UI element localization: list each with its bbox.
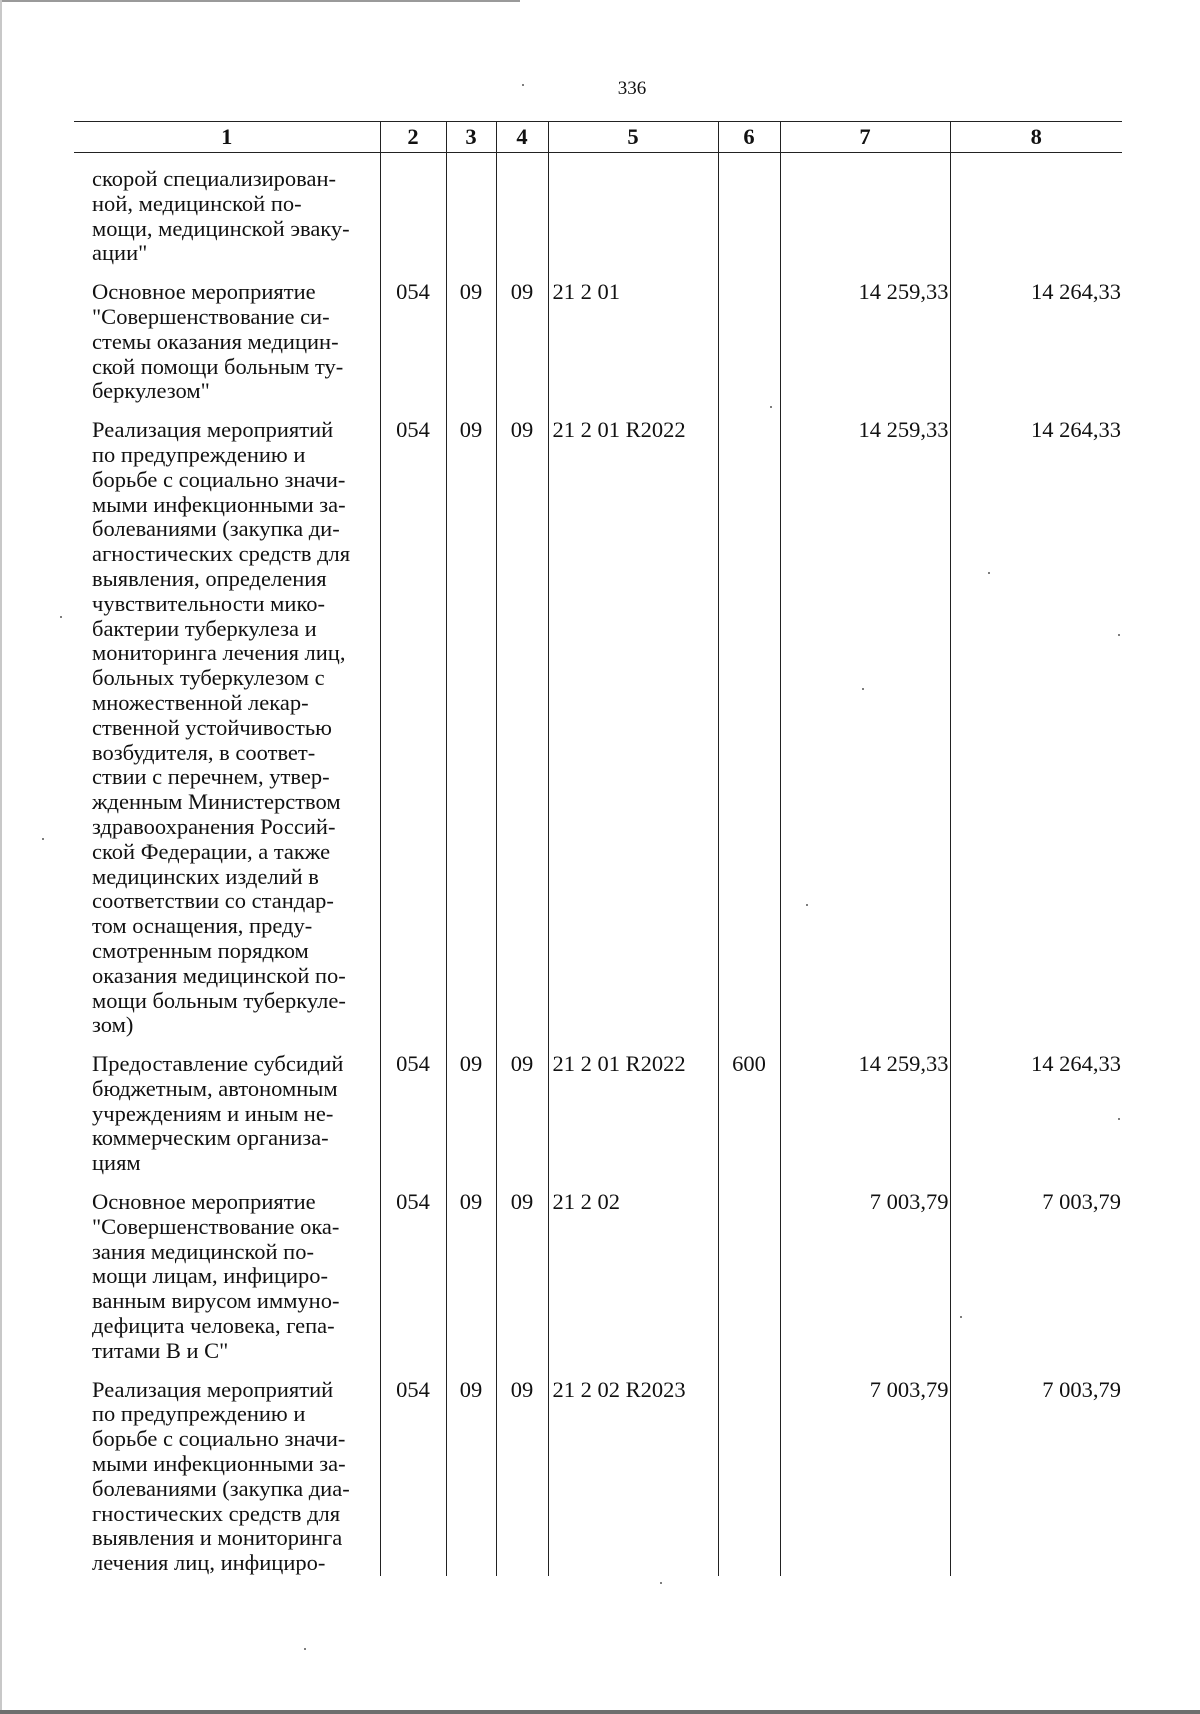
scan-speck [522, 84, 524, 86]
cell-ministry: 054 [380, 1378, 446, 1576]
scan-speck [862, 688, 864, 690]
column-header: 4 [496, 122, 548, 153]
cell-expense-type [718, 1190, 780, 1364]
cell-ministry [380, 167, 446, 266]
cell-section: 09 [446, 1190, 496, 1364]
cell-amount-year1: 7 003,79 [780, 1378, 950, 1576]
cell-amount-year1: 7 003,79 [780, 1190, 950, 1364]
scan-speck [1118, 634, 1120, 636]
budget-table [74, 121, 1122, 1576]
table-row [74, 418, 1122, 1038]
row-name: Реализация мероприятий по предупреждению и борьбе с социально значи- мыми инфекционными за- болеваниями (закупка ди- агностических средств для выявления, определения чувствительности мико- бактерии туберкулеза и мониторинга лечения лиц, больных туберкулезом с множественной лекар- ственной устойчивостью возбудителя, в соответ- ствии с перечнем, утвер- жденным Министерством здравоохранения Россий- ской Федерации, а также медицинских изделий в соответствии со стандар- том оснащения, преду- смотренным порядком оказания медицинской по- мощи больным туберкуле- зом) [92, 417, 351, 1038]
cell-expense-type [718, 1378, 780, 1576]
scan-speck [304, 1648, 306, 1650]
table-row [74, 1052, 1122, 1176]
table-row [74, 1190, 1122, 1364]
cell-target-code: 21 2 02 [548, 1190, 718, 1364]
cell-ministry: 054 [380, 418, 446, 1038]
cell-subsection: 09 [496, 1190, 548, 1364]
cell-amount-year2: 14 264,33 [950, 280, 1122, 404]
cell-amount-year2: 7 003,79 [950, 1190, 1122, 1364]
scan-speck [660, 1582, 662, 1584]
cell-subsection: 09 [496, 280, 548, 404]
scan-speck [960, 1316, 962, 1318]
cell-target-code [548, 167, 718, 266]
table-spacer [74, 1364, 1122, 1378]
cell-subsection [496, 167, 548, 266]
cell-amount-year1: 14 259,33 [780, 280, 950, 404]
table-spacer [74, 1038, 1122, 1052]
cell-expense-type [718, 418, 780, 1038]
scan-speck [1118, 1118, 1120, 1120]
cell-amount-year2: 7 003,79 [950, 1378, 1122, 1576]
cell-target-code: 21 2 01 R2022 [548, 418, 718, 1038]
table-row [74, 1378, 1122, 1576]
row-name: Предоставление субсидий бюджетным, автономным учреждениям и иным не- коммерческим организа- циям [92, 1051, 344, 1176]
row-name: скорой специализирован- ной, медицинской по- мощи, медицинской эваку- ации" [92, 166, 350, 266]
cell-expense-type: 600 [718, 1052, 780, 1176]
column-header: 5 [548, 122, 718, 153]
scan-speck [806, 904, 808, 906]
column-header: 1 [74, 122, 380, 153]
cell-amount-year1: 14 259,33 [780, 418, 950, 1038]
cell-section [446, 167, 496, 266]
cell-target-code: 21 2 01 [548, 280, 718, 404]
row-name: Основное мероприятие "Совершенствование ока- зания медицинской по- мощи лицам, инфициро- ванным вирусом иммуно- дефицита человека, гепа- титами В и С" [92, 1189, 340, 1363]
scan-top-edge [0, 0, 520, 2]
cell-amount-year2: 14 264,33 [950, 1052, 1122, 1176]
page-number: 336 [617, 78, 647, 99]
cell-section: 09 [446, 1052, 496, 1176]
row-name: Реализация мероприятий по предупреждению и борьбе с социально значи- мыми инфекционными за- болеваниями (закупка диа- гностических средств для выявления и мониторинга лечения лиц, инфициро- [92, 1376, 350, 1576]
scan-speck [988, 572, 990, 574]
cell-amount-year1: 14 259,33 [780, 1052, 950, 1176]
table-row [74, 167, 1122, 266]
table-spacer [74, 266, 1122, 280]
cell-subsection: 09 [496, 1378, 548, 1576]
cell-subsection: 09 [496, 1052, 548, 1176]
scan-speck [770, 406, 772, 408]
cell-target-code: 21 2 02 R2023 [548, 1378, 718, 1576]
table-spacer [74, 404, 1122, 418]
cell-ministry: 054 [380, 1190, 446, 1364]
scan-speck [42, 838, 44, 840]
column-header: 8 [950, 122, 1122, 153]
cell-ministry: 054 [380, 280, 446, 404]
column-header: 6 [718, 122, 780, 153]
column-header: 3 [446, 122, 496, 153]
cell-amount-year1 [780, 167, 950, 266]
column-header: 2 [380, 122, 446, 153]
cell-section: 09 [446, 1378, 496, 1576]
cell-amount-year2: 14 264,33 [950, 418, 1122, 1038]
header-row [74, 122, 1122, 153]
cell-subsection: 09 [496, 418, 548, 1038]
scan-speck [60, 616, 62, 618]
cell-ministry: 054 [380, 1052, 446, 1176]
cell-target-code: 21 2 01 R2022 [548, 1052, 718, 1176]
column-header: 7 [780, 122, 950, 153]
scan-left-edge [0, 0, 2, 1714]
cell-section: 09 [446, 280, 496, 404]
row-name: Основное мероприятие "Совершенствование си- стемы оказания медицин- ской помощи больным ту- беркулезом" [92, 279, 344, 404]
table-spacer [74, 1176, 1122, 1190]
cell-expense-type [718, 167, 780, 266]
cell-expense-type [718, 280, 780, 404]
table-spacer [74, 153, 1122, 168]
cell-amount-year2 [950, 167, 1122, 266]
scan-bottom-edge [0, 1710, 1200, 1714]
cell-section: 09 [446, 418, 496, 1038]
table-row [74, 280, 1122, 404]
